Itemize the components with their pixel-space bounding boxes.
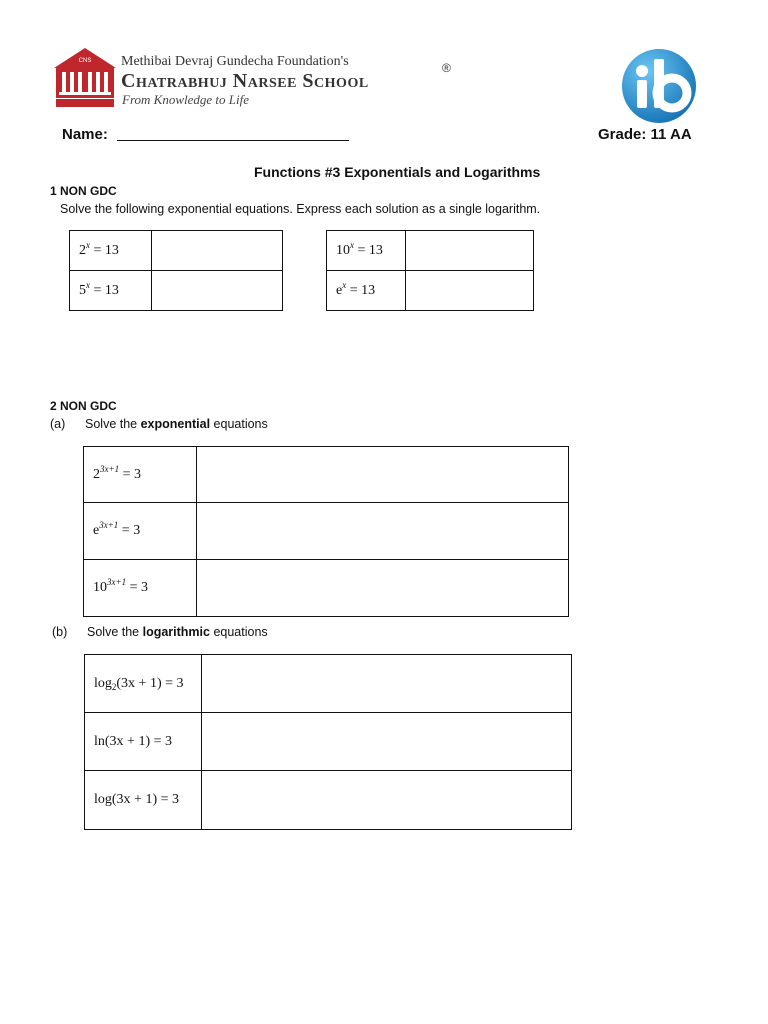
answer-cell[interactable] [197, 560, 569, 617]
answer-cell[interactable] [202, 771, 572, 830]
table-row [84, 503, 569, 560]
equation-cell: $10^{3x+1} = 3$ [84, 560, 197, 617]
table-row [84, 447, 569, 503]
grade-label: Grade: 11 AA [598, 126, 692, 143]
equation-cell: 5$^x$ = 13 [70, 271, 152, 311]
table-row [327, 271, 534, 311]
table-row [85, 771, 572, 830]
equation-cell: $\log_2(3x + 1) = 3$ [85, 655, 202, 713]
q2a-table [83, 446, 569, 617]
answer-cell[interactable] [202, 713, 572, 771]
q2b-label: (b) [52, 625, 68, 639]
q1-heading: 1 NON GDC [50, 184, 117, 198]
q2b-table [84, 654, 572, 830]
answer-cell[interactable] [152, 271, 283, 311]
table-row [85, 655, 572, 713]
equation-cell: $2^{3x+1} = 3$ [84, 447, 197, 503]
q2a-instruction: Solve the exponential equations [85, 417, 268, 431]
equation-cell: log(3x + 1) = 3 [85, 771, 202, 830]
page-title: Functions #3 Exponentials and Logarithms [254, 164, 541, 180]
foundation-name: Methibai Devraj Gundecha Foundation's [121, 54, 349, 69]
school-tagline: From Knowledge to Life [122, 92, 249, 107]
answer-cell[interactable] [406, 231, 534, 271]
q2b-instruction: Solve the logarithmic equations [87, 625, 268, 639]
equation-cell: $e^{3x+1} = 3$ [84, 503, 197, 560]
table-row [70, 271, 283, 311]
q1-right-table [326, 230, 534, 311]
answer-cell[interactable] [197, 503, 569, 560]
answer-cell[interactable] [202, 655, 572, 713]
q2-heading: 2 NON GDC [50, 399, 117, 413]
school-logo [52, 46, 118, 108]
answer-cell[interactable] [152, 231, 283, 271]
registered-mark: ® [442, 61, 451, 75]
name-field-line[interactable] [117, 140, 349, 141]
equation-cell: ln(3x + 1) = 3 [85, 713, 202, 771]
q1-left-table [69, 230, 283, 311]
name-label: Name: [62, 126, 108, 143]
equation-cell: 10$^x$ = 13 [327, 231, 406, 271]
answer-cell[interactable] [406, 271, 534, 311]
table-row [85, 713, 572, 771]
logo-small-text: CNS [78, 58, 92, 64]
answer-cell[interactable] [197, 447, 569, 503]
q1-instruction: Solve the following exponential equations. Express each solution as a single logarithm. [60, 202, 541, 216]
ib-logo-icon [614, 47, 704, 125]
q2a-label: (a) [50, 417, 66, 431]
table-row [327, 231, 534, 271]
equation-cell: $e^x = 13$ [327, 271, 406, 311]
school-name: Chatrabhuj Narsee School [121, 70, 369, 92]
table-row [84, 560, 569, 617]
equation-cell: 2$^x$ = 13 [70, 231, 152, 271]
table-row [70, 231, 283, 271]
